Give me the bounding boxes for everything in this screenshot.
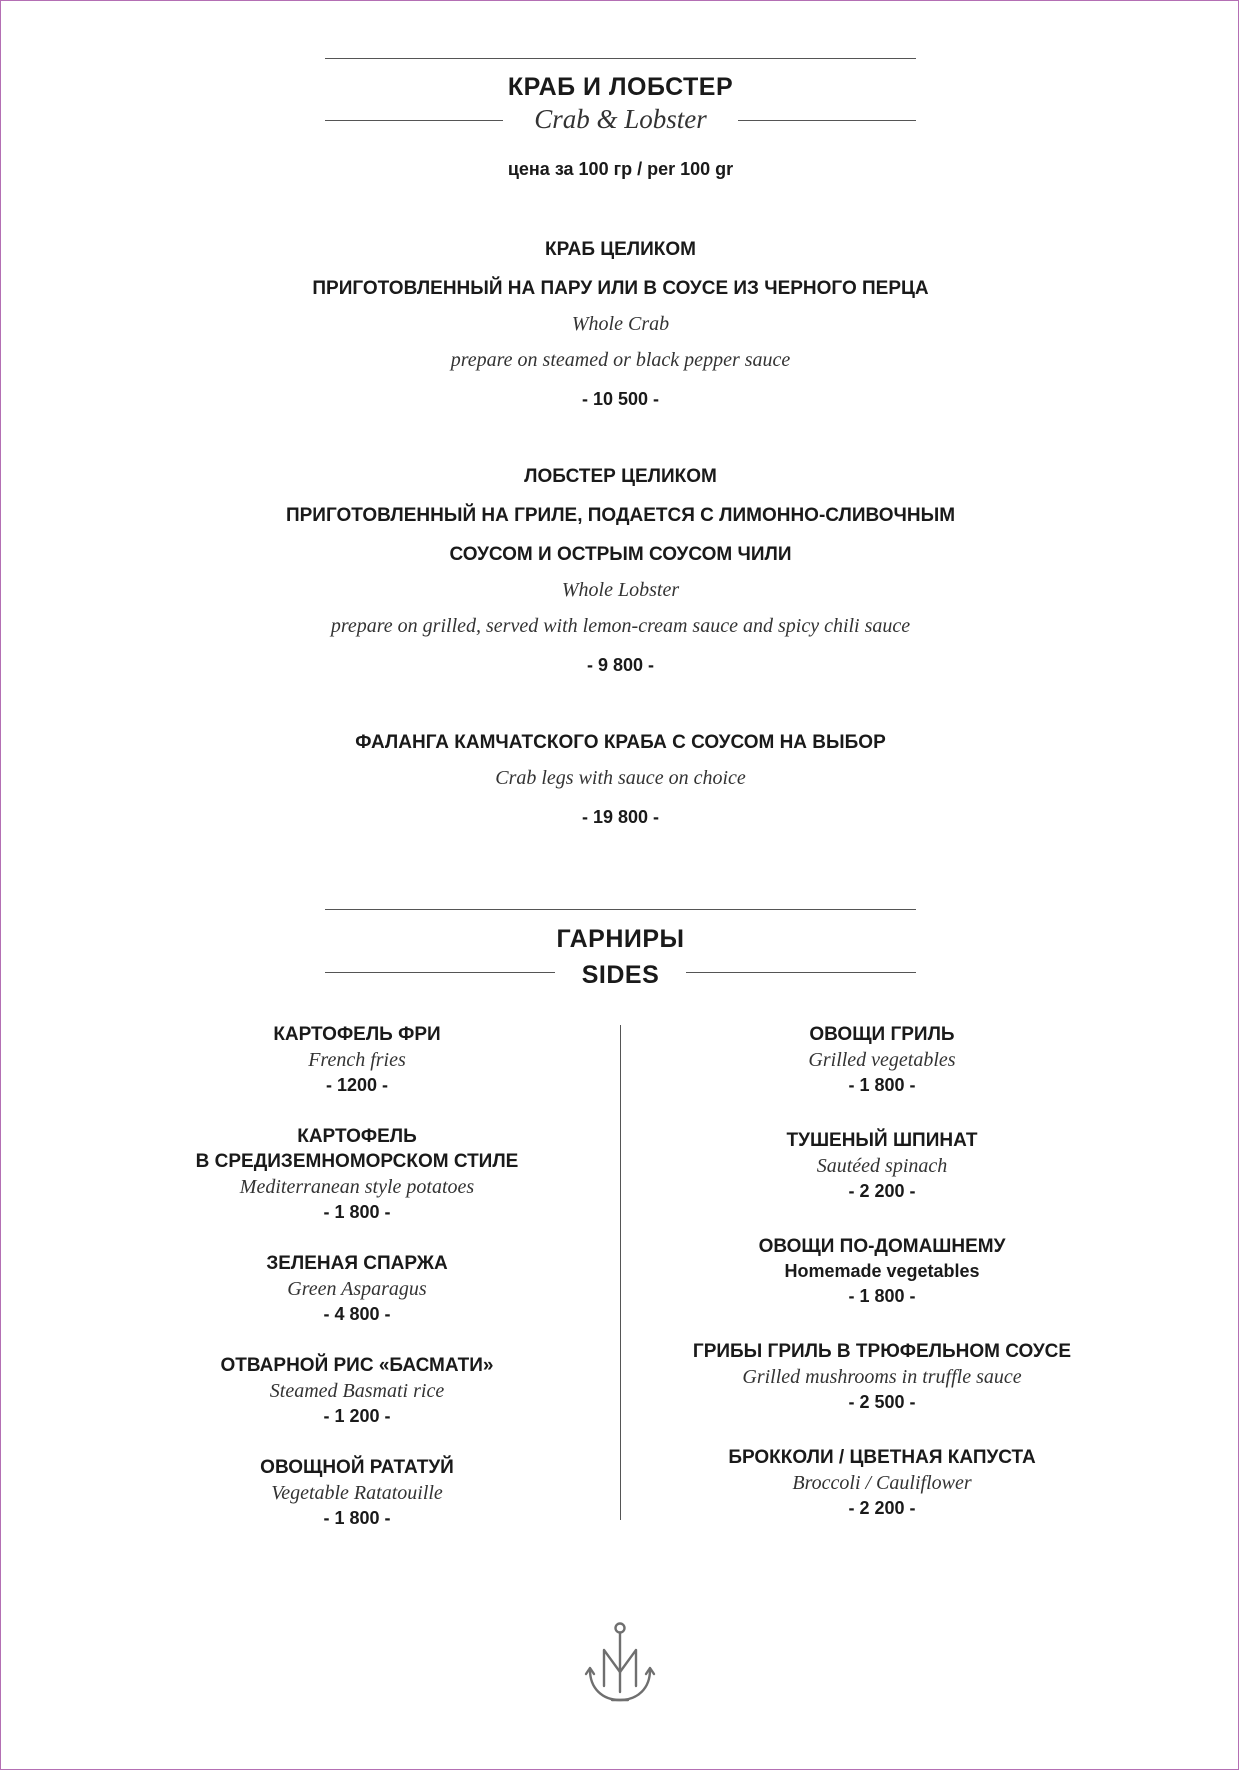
item2-en-line2: prepare on grilled, served with lemon-cream sauce and spicy chili sauce — [330, 615, 911, 637]
side-price: - 1 800 - — [323, 1202, 391, 1222]
side-name: ОВОЩИ ГРИЛЬ — [809, 1024, 955, 1045]
section2-top-rule — [325, 909, 916, 910]
list-item — [137, 1251, 577, 1327]
side-en: Green Asparagus — [287, 1278, 427, 1300]
sides-right-column — [662, 1022, 1102, 1547]
item1-name-line2: ПРИГОТОВЛЕННЫЙ НА ПАРУ ИЛИ В СОУСЕ ИЗ ЧЕРНОГО ПЕРЦА — [312, 278, 929, 299]
side-name: БРОККОЛИ / ЦВЕТНАЯ КАПУСТА — [728, 1447, 1036, 1468]
list-item — [662, 1234, 1102, 1309]
item2-name-line1: ЛОБСТЕР ЦЕЛИКОМ — [524, 466, 717, 487]
column-divider — [620, 1025, 621, 1520]
side-en: Steamed Basmati rice — [269, 1380, 445, 1402]
item1-name-line1: КРАБ ЦЕЛИКОМ — [545, 239, 696, 260]
list-item — [137, 1124, 577, 1225]
list-item — [662, 1339, 1102, 1415]
side-en: Grilled vegetables — [808, 1049, 956, 1071]
side-name: ГРИБЫ ГРИЛЬ В ТРЮФЕЛЬНОМ СОУСЕ — [692, 1341, 1072, 1362]
item2-price: - 9 800 - — [586, 655, 655, 675]
item3-en-line1: Crab legs with sauce on choice — [495, 767, 746, 789]
side-name: ЗЕЛЕНАЯ СПАРЖА — [266, 1253, 448, 1274]
side-name-line2: В СРЕДИЗЕМНОМОРСКОМ СТИЛЕ — [195, 1151, 519, 1172]
side-en: Broccoli / Cauliflower — [792, 1472, 972, 1494]
item3-price: - 19 800 - — [581, 807, 660, 827]
list-item — [662, 1022, 1102, 1098]
section1-title: КРАБ И ЛОБСТЕР — [507, 73, 734, 101]
section1-subtitle: Crab & Lobster — [534, 104, 707, 134]
section2-subtitle: SIDES — [581, 961, 660, 989]
unit-note: цена за 100 гр / per 100 gr — [507, 159, 734, 179]
list-item — [137, 1022, 577, 1098]
side-price: - 2 200 - — [848, 1498, 916, 1518]
side-name: ТУШЕНЫЙ ШПИНАТ — [786, 1130, 978, 1151]
item2-en-line1: Whole Lobster — [561, 579, 680, 601]
side-en: French fries — [308, 1049, 406, 1071]
side-price: - 1 200 - — [323, 1406, 391, 1426]
item3-name-line1: ФАЛАНГА КАМЧАТСКОГО КРАБА С СОУСОМ НА ВЫБОР — [355, 732, 886, 753]
list-item — [662, 1128, 1102, 1204]
side-en: Sautéed spinach — [816, 1155, 948, 1177]
list-item — [662, 1445, 1102, 1521]
side-price: - 1 800 - — [848, 1286, 916, 1306]
side-name: ОТВАРНОЙ РИС «БАСМАТИ» — [220, 1355, 494, 1376]
side-price: - 1200 - — [325, 1075, 389, 1095]
item2-name-line3: СОУСОМ И ОСТРЫМ СОУСОМ ЧИЛИ — [449, 544, 792, 565]
section2-title: ГАРНИРЫ — [556, 925, 685, 953]
section1-top-rule — [325, 58, 916, 59]
item1-price: - 10 500 - — [581, 389, 660, 409]
list-item — [137, 1353, 577, 1429]
list-item — [137, 1455, 577, 1531]
side-price: - 2 200 - — [848, 1181, 916, 1201]
side-name: КАРТОФЕЛЬ — [297, 1126, 417, 1147]
sides-left-column — [137, 1022, 577, 1557]
side-en: Grilled mushrooms in truffle sauce — [742, 1366, 1022, 1388]
item1-en-line2: prepare on steamed or black pepper sauce — [450, 349, 791, 371]
item2-name-line2: ПРИГОТОВЛЕННЫЙ НА ГРИЛЕ, ПОДАЕТСЯ С ЛИМОННО-СЛИВОЧНЫМ — [285, 505, 956, 526]
side-en: Mediterranean style potatoes — [239, 1176, 475, 1198]
anchor-m-logo-icon — [582, 1620, 658, 1708]
side-price: - 1 800 - — [323, 1508, 391, 1528]
side-name: ОВОЩИ ПО-ДОМАШНЕМУ — [758, 1236, 1006, 1257]
side-en: Vegetable Ratatouille — [271, 1482, 443, 1504]
item1-en-line1: Whole Crab — [571, 313, 670, 335]
side-name: ОВОЩНОЙ РАТАТУЙ — [260, 1457, 454, 1478]
side-price: - 4 800 - — [323, 1304, 391, 1324]
side-name-line2: Homemade vegetables — [784, 1261, 980, 1281]
side-name: КАРТОФЕЛЬ ФРИ — [273, 1024, 441, 1045]
side-price: - 2 500 - — [848, 1392, 916, 1412]
side-price: - 1 800 - — [848, 1075, 916, 1095]
